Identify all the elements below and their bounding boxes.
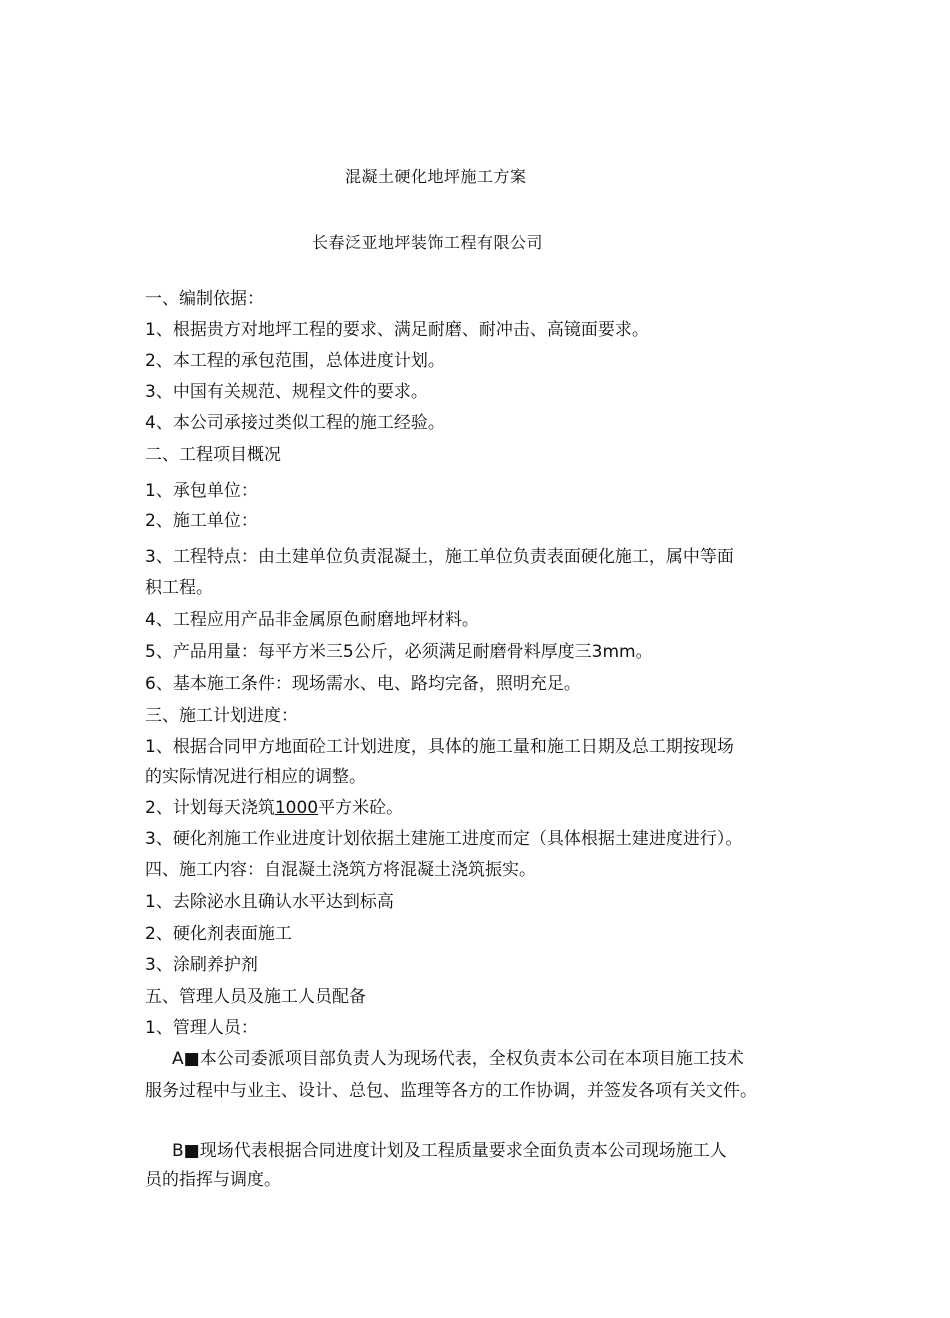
paragraph-line: 3、中国有关规范、规程文件的要求。: [145, 382, 428, 402]
paragraph-line: 4、本公司承接过类似工程的施工经验。: [145, 413, 445, 433]
paragraph-line: A■本公司委派项目部负责人为现场代表，全权负责本公司在本项目施工技术: [172, 1049, 744, 1069]
paragraph-line: 6、基本施工条件：现场需水、电、路均完备，照明充足。: [145, 674, 581, 694]
paragraph-line: 3、硬化剂施工作业进度计划依据土建施工进度而定（具体根据土建进度进行）。: [145, 829, 743, 849]
paragraph-line: 3、工程特点：由土建单位负责混凝土，施工单位负责表面硬化施工，属中等面: [145, 547, 734, 567]
paragraph-line: 1、管理人员：: [145, 1018, 258, 1038]
paragraph-line: B■现场代表根据合同进度计划及工程质量要求全面负责本公司现场施工人: [172, 1141, 727, 1161]
document-title: 混凝土硬化地坪施工方案: [345, 167, 527, 186]
paragraph-line: 的实际情况进行相应的调整。: [145, 767, 366, 787]
section-heading: 五、管理人员及施工人员配备: [145, 987, 366, 1007]
daily-plan-amount: 1000: [274, 798, 319, 818]
section-heading: 一、编制依据：: [145, 289, 264, 309]
paragraph-line: 3、涂刷养护剂: [145, 955, 258, 975]
company-name: 长春泛亚地坪装饰工程有限公司: [312, 233, 544, 252]
paragraph-line: 1、承包单位：: [145, 481, 258, 501]
paragraph-line: 1、去除泌水且确认水平达到标高: [145, 892, 394, 912]
paragraph-line: 4、工程应用产品非金属原色耐磨地坪材料。: [145, 610, 479, 630]
paragraph-line: 5、产品用量：每平方米三5公斤，必须满足耐磨骨料厚度三3mm。: [145, 642, 653, 662]
paragraph-line: 2、硬化剂表面施工: [145, 924, 292, 944]
section-heading: 四、施工内容：自混凝土浇筑方将混凝土浇筑振实。: [145, 860, 536, 880]
paragraph-line: 积工程。: [145, 578, 213, 598]
paragraph-line: 1、根据贵方对地坪工程的要求、满足耐磨、耐冲击、高镜面要求。: [145, 320, 649, 340]
section-heading: 三、施工计划进度：: [145, 706, 298, 726]
paragraph-line: 2、施工单位：: [145, 511, 258, 531]
section-heading: 二、工程项目概况: [145, 445, 281, 465]
paragraph-line: 2、本工程的承包范围，总体进度计划。: [145, 351, 445, 371]
paragraph-line: 1、根据合同甲方地面砼工计划进度，具体的施工量和施工日期及总工期按现场: [145, 737, 734, 757]
paragraph-line: 服务过程中与业主、设计、总包、监理等各方的工作协调，并签发各项有关文件。: [145, 1081, 757, 1101]
daily-plan-prefix: 2、计划每天浇筑: [145, 798, 275, 818]
daily-plan-line: [145, 796, 403, 820]
daily-plan-suffix: 平方米砼。: [318, 798, 404, 818]
paragraph-line: 员的指挥与调度。: [145, 1170, 281, 1190]
